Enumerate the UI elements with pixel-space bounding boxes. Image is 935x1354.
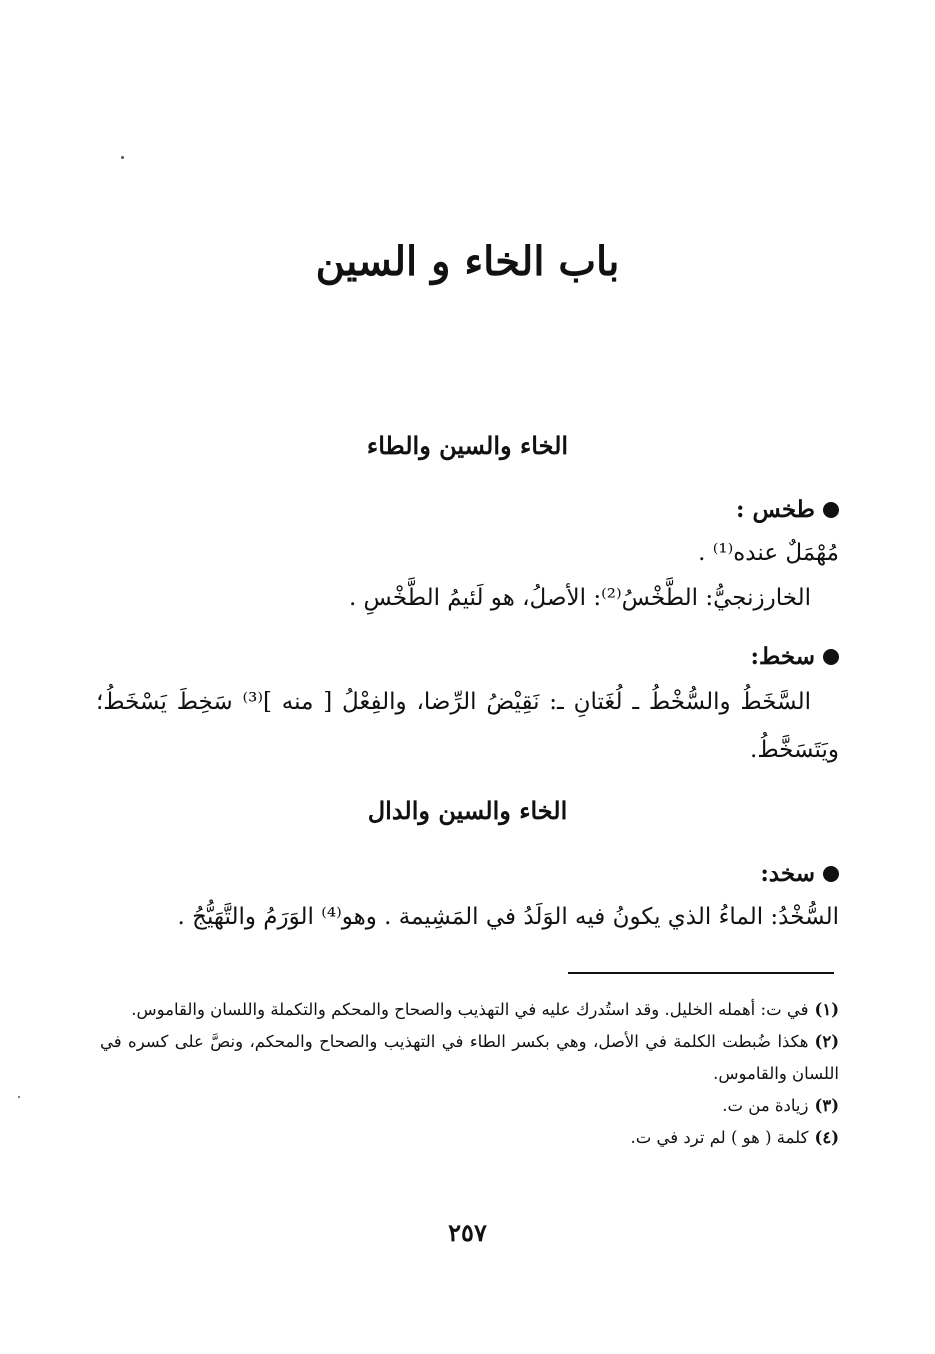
footnote-item xyxy=(100,994,839,1026)
entry-head-label: سخط: xyxy=(750,643,815,670)
footnote-text: زيادة من ت. xyxy=(722,1096,809,1115)
footnote-item xyxy=(100,1090,839,1122)
section-title-1: الخاء والسين والطاء xyxy=(366,431,569,460)
footnote-item xyxy=(100,1026,839,1090)
footnote-label: (١) xyxy=(814,1000,839,1019)
footnote-label: (٣) xyxy=(814,1096,839,1115)
chapter-title: باب الخاء و السين xyxy=(315,238,620,285)
page-number: ٢٥٧ xyxy=(448,1218,487,1247)
entry-line: الخارزنجيُّ: الطَّخْسُ⁽²⁾: الأصلُ، هو لَئيمُ الطَّخْسِ . xyxy=(348,585,811,611)
footnote-text: كلمة ( هو ) لم ترد في ت. xyxy=(630,1128,809,1147)
footnote-separator xyxy=(568,972,834,974)
section-title-2: الخاء والسين والدال xyxy=(367,796,568,825)
footnote-label: (٢) xyxy=(814,1032,839,1051)
scan-speck xyxy=(18,1096,20,1098)
bullet-icon xyxy=(823,866,839,882)
footnote-text: في ت: أهمله الخليل. وقد استُدرك عليه في التهذيب والصحاح والمحكم والتكملة واللسان والقاموس. xyxy=(131,1000,809,1019)
entry-head-sakhat xyxy=(751,643,839,670)
entry-head-takhs xyxy=(736,496,839,523)
entry-head-label: سخد: xyxy=(760,860,815,887)
entry-head-label: طخس : xyxy=(736,496,815,523)
footnote-text: هكذا ضُبطت الكلمة في الأصل، وهي بكسر الطاء في التهذيب والصحاح والمحكم، ونصَّ على كسره في اللسان والقاموس. xyxy=(100,1032,839,1083)
entry-head-sakhad xyxy=(760,860,839,887)
footnotes xyxy=(100,994,839,1154)
bullet-icon xyxy=(823,502,839,518)
footnote-item xyxy=(100,1122,839,1154)
bullet-icon xyxy=(823,649,839,665)
entry-line: السُّخْدُ: الماءُ الذي يكونُ فيه الوَلَدُ في المَشِيمة . وهو⁽⁴⁾ الوَرَمُ والتَّهَيُّجُ . xyxy=(177,904,839,930)
scan-speck xyxy=(121,156,124,159)
entry-line: مُهْمَلٌ عنده⁽¹⁾ . xyxy=(698,540,839,566)
footnote-label: (٤) xyxy=(814,1128,839,1147)
entry-paragraph xyxy=(96,678,839,774)
entry-paragraph-text: السَّخَطُ والسُّخْطُ ـ لُغَتانِ ـ: نَقِيْضُ الرِّضا، والفِعْلُ [ منه ]⁽³⁾ سَخِطَ يَسْخَطُ؛ ويَتَسَخَّطُ. xyxy=(96,689,839,763)
